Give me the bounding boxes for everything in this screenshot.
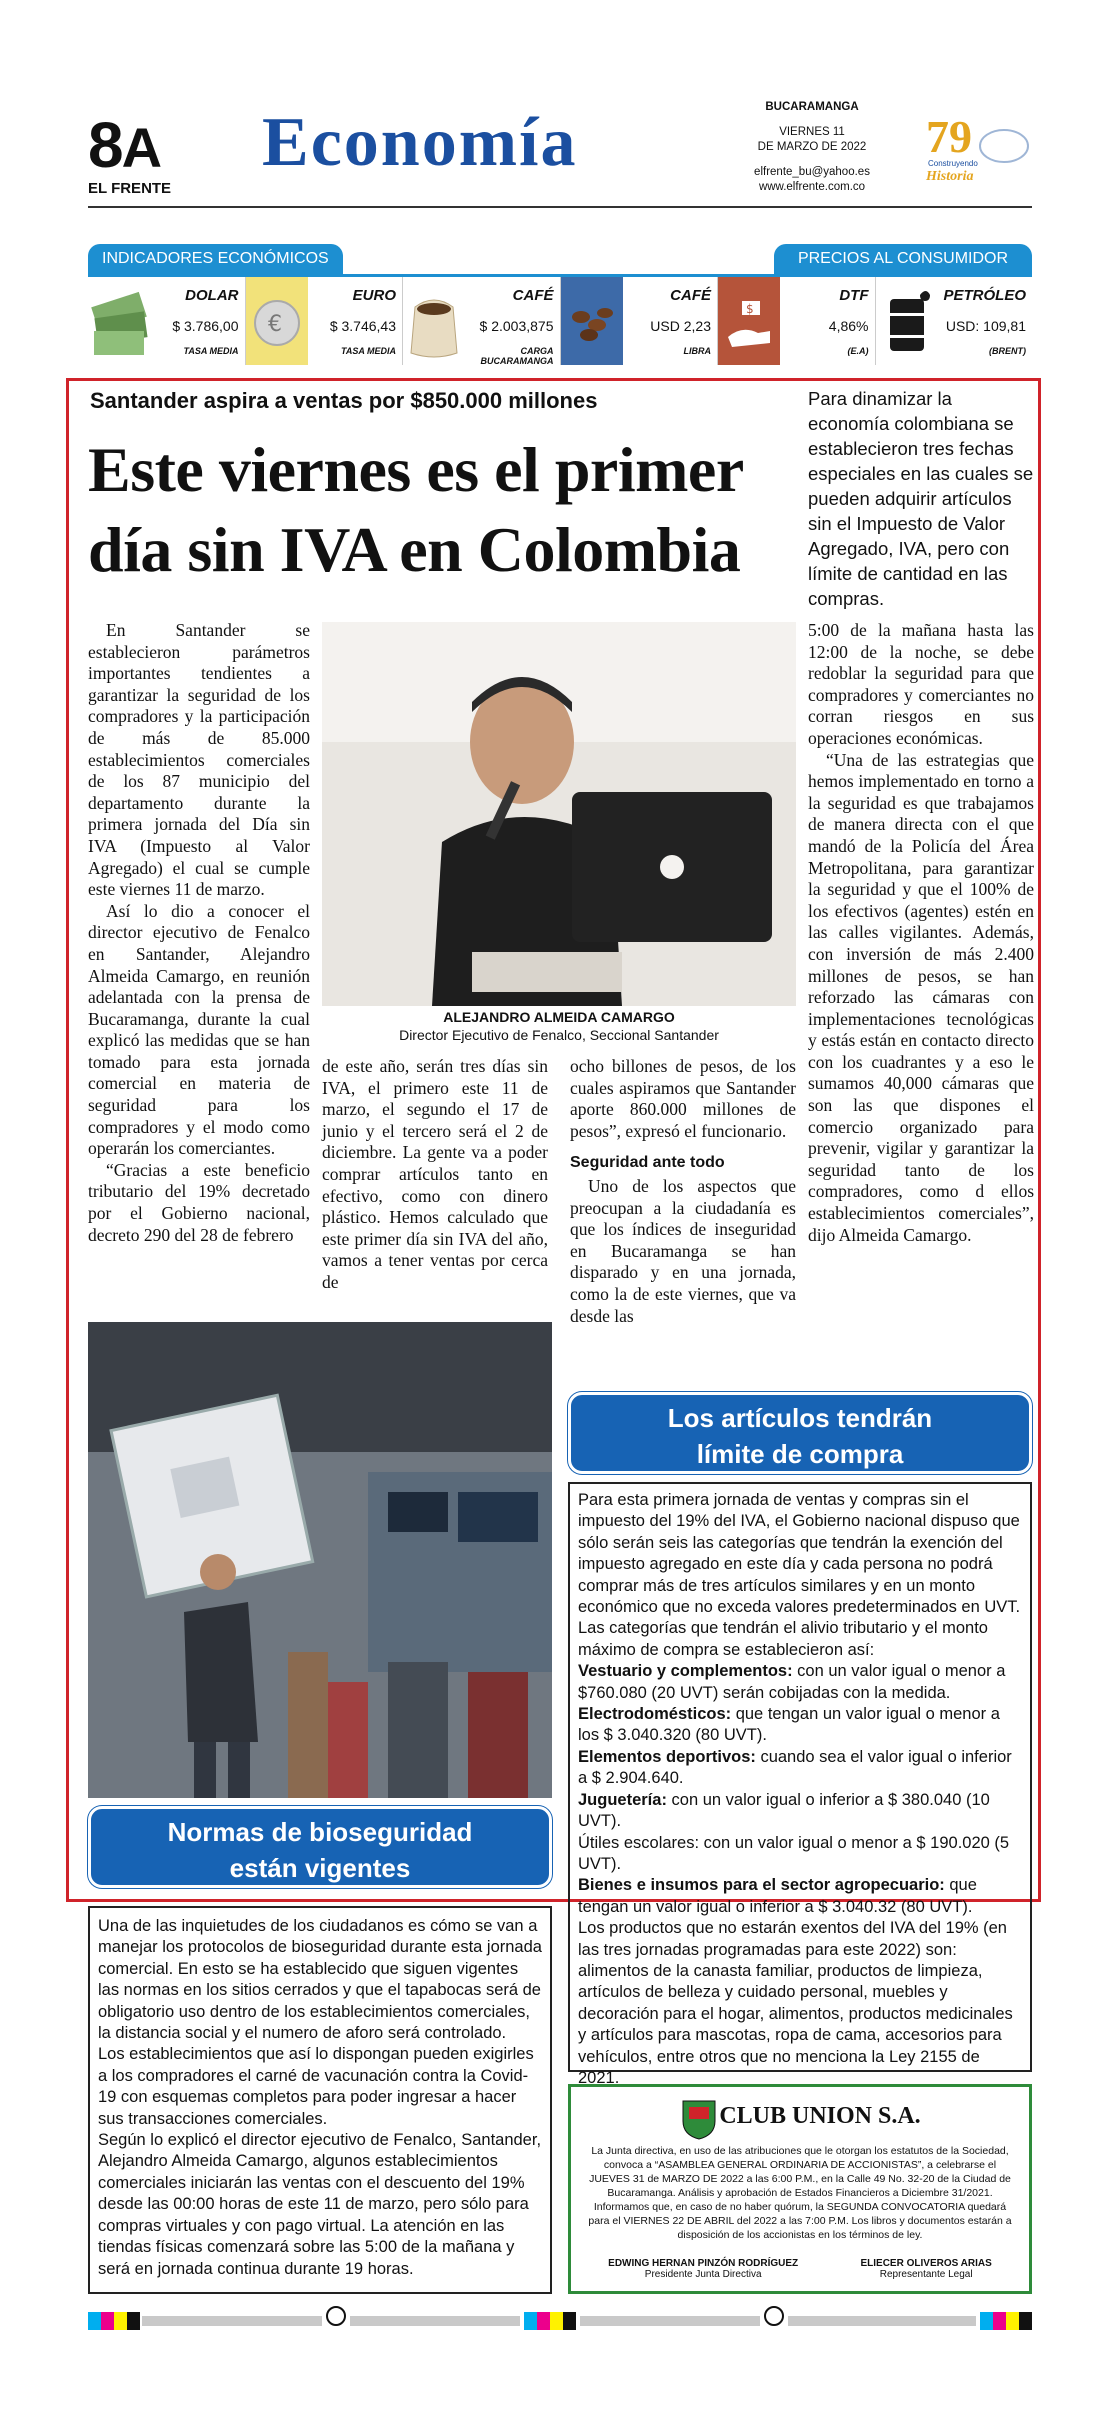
registration-mark-icon bbox=[764, 2306, 784, 2326]
paragraph: Para esta primera jornada de ventas y compras sin el impuesto del 19% del IVA, el Gobierno nacional dispuso que sólo serán seis las categorías que tendrán la exención del impuesto agregado en este día y cada persona no podrá comprar más de tres artículos similares y en un monto económico que no exceda valores predeterminados en UVT. bbox=[578, 1491, 1021, 1617]
grey-bar bbox=[142, 2316, 322, 2326]
caption-role: Director Ejecutivo de Fenalco, Seccional Santander bbox=[399, 1027, 719, 1043]
paragraph: Así lo dio a conocer el director ejecutivo de Fenalco en Santander, Alejandro Almeida Camargo, en reunión adelantada con la prensa de Bucaramanga, durante la cual explicó las medidas que se han tomado para esta jornada comercial en materia de seguridad para los compradores y el modo como operarán los comerciantes. bbox=[88, 900, 310, 1159]
paragraph: Los establecimientos que así lo dispongan pueden exigirles a los compradores el carné de vacunación contra la Covid-19 con esquemas completos para poder ingresar a hacer sus transacciones comerciales. bbox=[98, 2045, 534, 2128]
anniversary-sub: Construyendo bbox=[928, 159, 978, 168]
sidebar-biosecurity-box bbox=[88, 1906, 552, 2294]
anniversary-word: Historia bbox=[926, 169, 974, 184]
club-union-ad bbox=[568, 2084, 1032, 2294]
indicator-cafe-carga: CAFÉ $ 2.003,875 CARGA BUCARAMANGA bbox=[403, 277, 561, 365]
paragraph: de este año, serán tres días sin IVA, el primero este 11 de marzo, el segundo el 17 de junio y el tercero será el 2 de diciembre. La gente va a poder comprar artículos tanto en efectivo, como con dinero plástico. Hemos calculado que este primer día sin IVA del año, vamos a tener ventas por cerca de bbox=[322, 1056, 548, 1292]
article-column-4 bbox=[808, 620, 1034, 1246]
sidebar-limit-box bbox=[568, 1482, 1032, 2087]
section-title: Economía bbox=[262, 104, 578, 181]
date-line-2: DE MARZO DE 2022 bbox=[757, 141, 867, 153]
paragraph: Los productos que no estarán exentos del IVA del 19% (en las tres jornadas programadas para este 2022) son: alimentos de la canasta familiar, productos de limpieza, artículos de belleza y cuidado personal, muebles y decoración para el hogar, alimentos, productos medicinales y artículos para mascotas, ropa de cama, accesorios para vehículos, entre otros que no menciona la Ley 2155 de 2021. bbox=[578, 1919, 1013, 2087]
category-item: Juguetería: con un valor igual o inferior a $ 380.040 (10 UVT). bbox=[578, 1790, 990, 1831]
paragraph: 5:00 de la mañana hasta las 12:00 de la noche, se debe redoblar la seguridad para que compradores y comerciantes no corran riesgos en sus operaciones económicas. bbox=[808, 620, 1034, 748]
indicators-tag: INDICADORES ECONÓMICOS bbox=[88, 244, 343, 274]
category-item: Útiles escolares: con un valor igual o menor a $ 190.020 (5 UVT). bbox=[578, 1833, 1010, 1873]
coffee-sack-icon bbox=[403, 277, 465, 365]
subhead: Seguridad ante todo bbox=[570, 1154, 725, 1172]
category-item: Electrodomésticos: que tengan un valor igual o menor a los $ 3.040.320 (80 UVT). bbox=[578, 1705, 1000, 1745]
paragraph: Uno de los aspectos que preocupan a la ciudadanía es que los índices de inseguridad en Bucaramanga se han disparado y en una jornada, como la de este viernes, que va desde las bbox=[570, 1175, 796, 1326]
website: www.elfrente.com.co bbox=[758, 181, 866, 193]
registration-mark-icon bbox=[326, 2306, 346, 2326]
grey-bar bbox=[788, 2316, 976, 2326]
indicator-petroleo: PETRÓLEO USD: 109,81 (BRENT) bbox=[876, 277, 1033, 365]
ad-body: La Junta directiva, en uso de las atribuciones que le otorgan los estatutos de la Sociedad, convoca a “ASAMBLEA GENERAL ORDINARIA DE ACCIONISTAS”, a celebrarse el JUEVES 31 de MARZO DE 2022 a las 6:00 P.M., en la Calle 49 No. 32-20 de la Ciudad de Bucaramanga. Análisis y aprobación de Estados Financieros a Diciembre 31/2021. Informamos que, en caso de no haber quórum, la SEGUNDA CONVOCATORIA quedará para el VIERNES 22 DE ABRIL del 2022 a las 7:00 P.M. Los libros y documentos estarán a disposición de los accionistas en los términos de ley. bbox=[588, 2145, 1012, 2241]
grey-bar bbox=[350, 2316, 520, 2326]
anniversary-logo bbox=[912, 106, 1032, 184]
category-item: Vestuario y complementos: con un valor igual o menor a $760.080 (20 UVT) serán cobijadas con la medida. bbox=[578, 1662, 1006, 1702]
email: elfrente_bu@yahoo.es bbox=[754, 166, 870, 178]
header-rule bbox=[88, 206, 1032, 208]
indicators-row bbox=[88, 274, 1032, 364]
ad-signatures bbox=[577, 2258, 1023, 2280]
color-bar-right bbox=[980, 2312, 1032, 2330]
paragraph: “Una de las estrategias que hemos implementado en torno a la seguridad es que trabajamos de manera directa con el que mandó de la Policía del Área Metropolitana, para garantizar la seguridad y que el 100% de los efectivos (agentes) estén en las calles vigilantes. Además, con inversión de más 2.400 millones de pesos, se han reforzado las cámaras con implementaciones tecnológicas y estás están en contacto directo con los cuadrantes y a eso le sumamos 40,000 cámaras que son las que dispones el comercio organizado para prevenir, vigilar y garantizar la seguridad tanto de los compradores, como d ellos establecimientos comerciales”, dijo Almeida Camargo. bbox=[808, 749, 1034, 1245]
publication-name: EL FRENTE bbox=[88, 180, 172, 197]
indicator-dolar: DOLAR $ 3.786,00 TASA MEDIA bbox=[88, 277, 246, 365]
store-photo bbox=[88, 1322, 552, 1798]
signature-2: ELIECER OLIVEROS ARIAS Representante Legal bbox=[860, 2258, 992, 2280]
paragraph: Las categorías que tendrán el alivio tributario y el monto máximo de compra se establecieron así: bbox=[578, 1619, 988, 1659]
paragraph: ocho billones de pesos, de los cuales aspiramos que Santander aporte 860.000 millones de pesos”, expresó el funcionario. bbox=[570, 1056, 796, 1141]
date-line-1: VIERNES 11 bbox=[779, 126, 845, 138]
club-crest-icon bbox=[681, 2097, 717, 2146]
article-column-1 bbox=[88, 620, 310, 1246]
article-headline: Este viernes es el primer día sin IVA en Colombia bbox=[88, 434, 743, 585]
article-kicker: Santander aspira a ventas por $850.000 millones bbox=[90, 388, 598, 413]
paragraph: En Santander se establecieron parámetros importantes tendientes a garantizar la seguridad de los compradores y la participación de más de 85.000 establecimientos comerciales de los 87 municipio del departamento durante la primera jornada del Día sin IVA (Impuesto al Valor Agregado) el cual se cumple este viernes 11 de marzo. bbox=[88, 620, 310, 900]
color-bar-center bbox=[524, 2312, 576, 2330]
article-column-3 bbox=[570, 1056, 796, 1327]
indicator-cafe-libra: CAFÉ USD 2,23 LIBRA bbox=[561, 277, 719, 365]
category-item: Elementos deportivos: cuando sea el valor igual o inferior a $ 2.904.640. bbox=[578, 1747, 1012, 1788]
ad-title: CLUB UNION S.A. bbox=[719, 2103, 921, 2129]
color-bar-left bbox=[88, 2312, 140, 2330]
banknotes-icon bbox=[88, 277, 150, 365]
grey-bar bbox=[580, 2316, 760, 2326]
oil-barrel-icon bbox=[876, 277, 938, 365]
city: BUCARAMANGA bbox=[765, 101, 859, 113]
indicator-dtf: $ DTF 4,86% (E.A) bbox=[718, 277, 876, 365]
photo-caption bbox=[322, 1008, 796, 1044]
consumer-prices-tag: PRECIOS AL CONSUMIDOR bbox=[774, 244, 1032, 274]
article-intro: Para dinamizar la economía colombiana se establecieron tres fechas especiales en las cuales se pueden adquirir artículos sin el Impuesto de Valor Agregado, IVA, pero con límite de cantidad en las compras. bbox=[808, 388, 1034, 609]
paragraph: Según lo explicó el director ejecutivo de Fenalco, Santander, Alejandro Almeida Camargo, algunos establecimientos comerciales iniciarán las ventas con el descuento del 19% desde las 00:00 horas de este 11 de marzo, pero sólo para compras virtuales y con pago virtual. La atención en las tiendas físicas comenzará sobre las 5:00 de la mañana y será en jornada continua durante 19 horas. bbox=[98, 2131, 542, 2278]
sidebar-biosecurity-title: Normas de bioseguridad están vigentes bbox=[88, 1806, 552, 1888]
caption-name: ALEJANDRO ALMEIDA CAMARGO bbox=[443, 1009, 675, 1025]
speaker-photo bbox=[322, 622, 796, 1006]
anniversary-number: 79 bbox=[926, 111, 972, 162]
sidebar-limit-title: Los artículos tendrán límite de compra bbox=[568, 1392, 1032, 1474]
paragraph: “Gracias a este beneficio tributario del 19% decretado por el Gobierno nacional, decreto 290 del 28 de febrero bbox=[88, 1159, 310, 1245]
svg-text:€: € bbox=[267, 312, 282, 337]
page-number: 8A bbox=[88, 109, 161, 181]
category-item: Bienes e insumos para el sector agropecuario: que tengan un valor igual o inferior a $ 3.040.32 (80 UVT). bbox=[578, 1876, 977, 1916]
header-info bbox=[730, 100, 894, 195]
signature-1: EDWING HERNAN PINZÓN RODRÍGUEZ Presidente Junta Directiva bbox=[608, 2258, 799, 2280]
article-column-2 bbox=[322, 1056, 548, 1294]
euro-coin-icon bbox=[246, 277, 308, 365]
indicator-euro: € EURO $ 3.746,43 TASA MEDIA bbox=[246, 277, 404, 365]
coffee-beans-icon bbox=[561, 277, 623, 365]
svg-text:$: $ bbox=[746, 302, 754, 316]
paragraph: Una de las inquietudes de los ciudadanos es cómo se van a manejar los protocolos de bioseguridad durante esta jornada comercial. En esto se ha establecido que siguen vigentes las normas en los sitios cerrados y que el tapabocas será de obligatorio uso dentro de los establecimientos comerciales, la distancia social y el numero de aforo será controlado. bbox=[98, 1917, 542, 2043]
hand-money-icon bbox=[718, 277, 780, 365]
